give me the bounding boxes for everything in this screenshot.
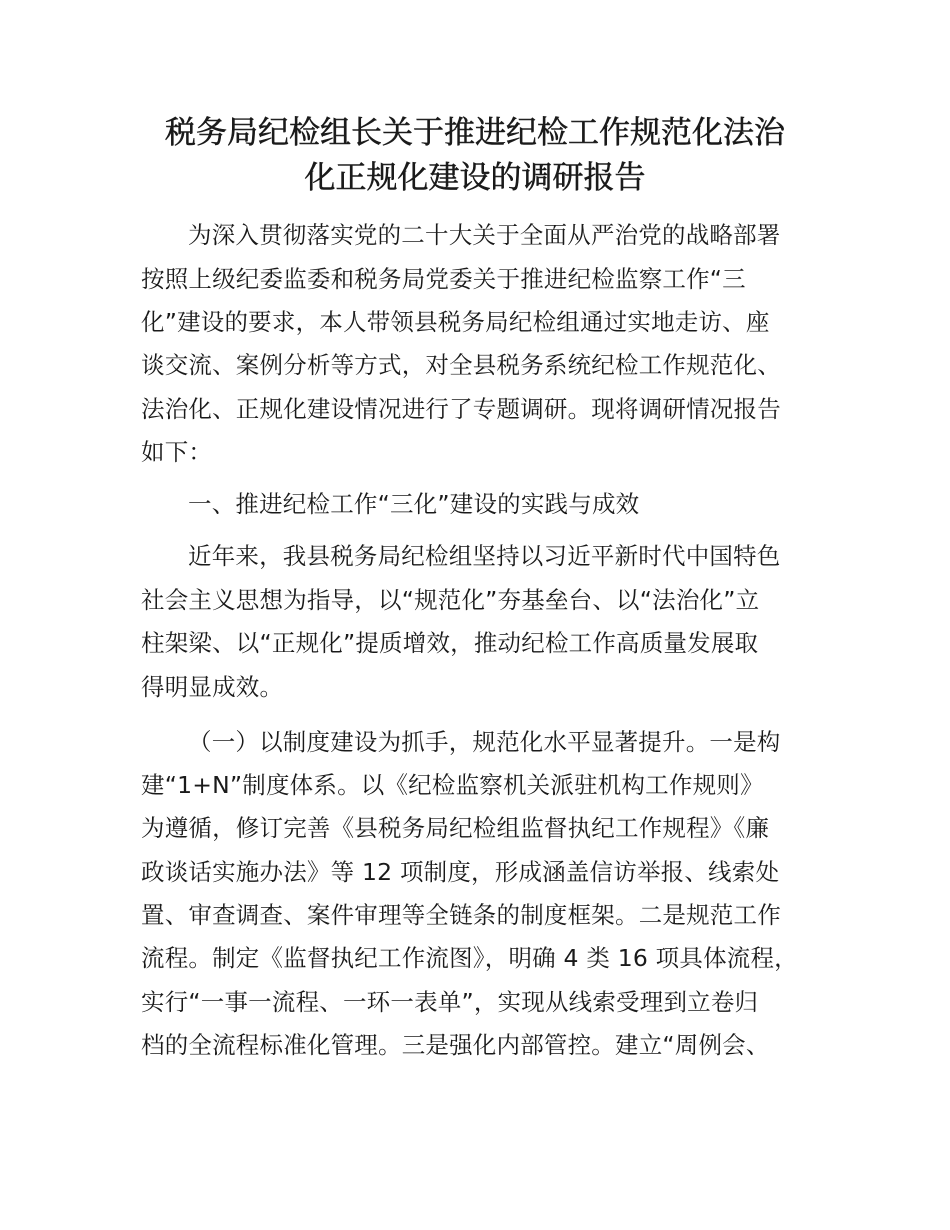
- intro-line-5: 法治化、正规化建设情况进行了专题调研。现将调研情况报告: [141, 395, 781, 423]
- intro-line-3: 化”建设的要求，本人带领县税务局纪检组通过实地走访、座: [141, 308, 770, 336]
- intro-line-4: 谈交流、案例分析等方式，对全县税务系统纪检工作规范化、: [141, 351, 781, 379]
- subsection-1-line-6: 流程。制定《监督执纪工作流图》，明确 4 类 16 项具体流程，: [141, 944, 798, 972]
- achievement-paragraph-line-1: 近年来，我县税务局纪检组坚持以习近平新时代中国特色: [188, 542, 781, 570]
- subsection-1-line-2: 建“1+N”制度体系。以《纪检监察机关派驻机构工作规则》: [141, 771, 764, 799]
- achievement-paragraph-line-4: 得明显成效。: [141, 673, 284, 701]
- document-title-line-1: 税务局纪检组长关于推进纪检工作规范化法治: [165, 115, 785, 151]
- intro-line-1: 为深入贯彻落实党的二十大关于全面从严治党的战略部署: [188, 221, 781, 249]
- subsection-1-line-4: 政谈话实施办法》等 12 项制度，形成涵盖信访举报、线索处: [141, 858, 780, 886]
- intro-line-2: 按照上级纪委监委和税务局党委关于推进纪检监察工作“三: [141, 265, 746, 293]
- subsection-1-line-5: 置、审查调查、案件审理等全链条的制度框架。二是规范工作: [141, 901, 781, 929]
- section-heading-1: 一、推进纪检工作“三化”建设的实践与成效: [188, 490, 640, 518]
- achievement-paragraph-line-3: 柱架梁、以“正规化”提质增效，推动纪检工作高质量发展取: [141, 629, 759, 657]
- subsection-1-line-7: 实行“一事一流程、一环一表单”，实现从线索受理到立卷归: [141, 988, 759, 1016]
- subsection-1-line-1: （一）以制度建设为抓手，规范化水平显著提升。一是构: [188, 728, 781, 756]
- intro-line-6: 如下：: [141, 438, 213, 466]
- subsection-1-line-3: 为遵循，修订完善《县税务局纪检组监督执纪工作规程》《廉: [141, 814, 770, 842]
- document-title-line-2: 化正规化建设的调研报告: [304, 160, 646, 196]
- subsection-1-line-8: 档的全流程标准化管理。三是强化内部管控。建立“周例会、: [141, 1031, 770, 1059]
- achievement-paragraph-line-2: 社会主义思想为指导，以“规范化”夯基垒台、以“法治化”立: [141, 586, 760, 614]
